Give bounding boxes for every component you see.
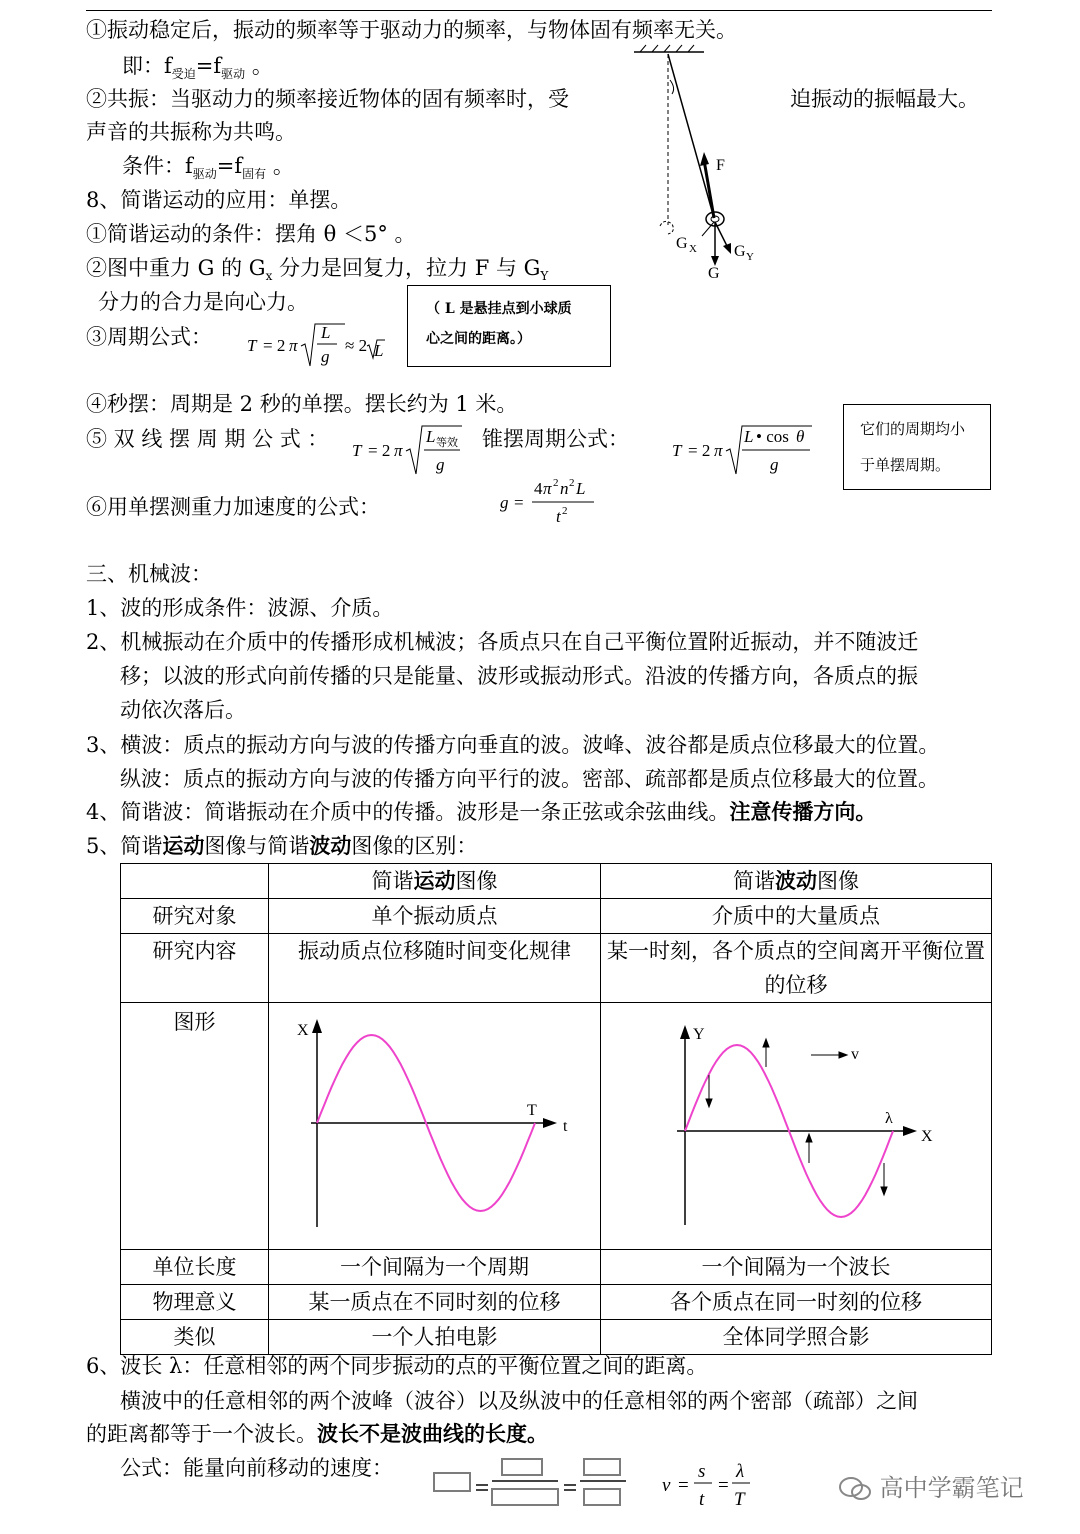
note-line: 它们的周期均小: [860, 420, 966, 438]
table-cell: 类似: [121, 1320, 269, 1355]
top-rule: [86, 10, 992, 11]
emphasis-text: 波动: [309, 833, 352, 858]
svg-text:T: T: [734, 1489, 745, 1510]
table-header-wave: 简谐波动图像: [600, 864, 991, 899]
text-line-11: ④秒摆：周期是 2 秒的单摆。摆长约为 1 米。: [86, 392, 518, 416]
svg-text:s: s: [698, 1461, 706, 1482]
wechat-icon: [838, 1476, 872, 1502]
table-cell: 单个振动质点: [269, 899, 601, 934]
svg-text:π: π: [394, 441, 403, 460]
table-cell-motion-graph: [269, 1003, 601, 1250]
svg-text:t: t: [699, 1489, 705, 1510]
svg-text:• cos: • cos: [756, 427, 789, 446]
table-cell: 全体同学照合影: [600, 1320, 991, 1355]
wave-graph: [601, 1003, 991, 1239]
emphasis-text: 注意传播方向。: [729, 799, 877, 824]
svg-text:v: v: [662, 1475, 671, 1496]
svg-text:≈ 2: ≈ 2: [345, 336, 368, 355]
svg-text:=: =: [718, 1475, 729, 1496]
graph1-y-label: X: [297, 1022, 310, 1039]
formula-bifilar: [350, 420, 465, 480]
table-cell: 研究对象: [121, 899, 269, 934]
gx-label: G: [676, 235, 688, 252]
graph2-wavelength-label: λ: [884, 1110, 893, 1127]
table-cell: [121, 864, 269, 899]
text-fragment: 条件：f: [122, 154, 193, 178]
svg-text:n: n: [560, 479, 569, 498]
wave-line-4: [86, 796, 876, 828]
text-line-9: 分力的合力是向心力。: [98, 290, 308, 314]
section-heading-waves: 三、机械波：: [86, 562, 212, 586]
table-cell: 图形: [121, 1003, 269, 1250]
svg-text:T: T: [352, 441, 362, 460]
subscript: 受迫: [171, 67, 196, 82]
table-cell: 一个间隔为一个周期: [269, 1250, 601, 1285]
svg-text:L: L: [744, 427, 754, 446]
table-cell: 物理意义: [121, 1285, 269, 1320]
table-cell: 一个人拍电影: [269, 1320, 601, 1355]
text-line-12b: 锥摆周期公式：: [482, 427, 629, 451]
wave-line-2c: 动依次落后。: [120, 698, 246, 722]
svg-text:=: =: [678, 1475, 689, 1496]
text-line-3b: 迫振动的振幅最大。: [790, 87, 979, 111]
svg-text:g: g: [500, 493, 509, 512]
subscript: 固有: [242, 167, 267, 182]
table-row-graphs: [121, 1003, 992, 1250]
text-line-1: ①振动稳定后，振动的频率等于驱动力的频率，与物体固有频率无关。: [86, 18, 737, 42]
wave-line-1: 1、波的形成条件：波源、介质。: [86, 596, 394, 620]
motion-graph: [269, 1003, 599, 1239]
text-line-12a: ⑤ 双 线 摆 周 期 公 式 ：: [86, 427, 329, 451]
text-fragment: =f: [195, 54, 222, 78]
table-cell: 介质中的大量质点: [600, 899, 991, 934]
subscript: x: [265, 269, 273, 284]
svg-text:θ: θ: [796, 427, 805, 446]
table-cell: 某一时刻，各个质点的空间离开平衡位置的位移: [600, 934, 991, 1003]
note-line: 心之间的距离。）: [426, 331, 531, 347]
svg-text:2: 2: [553, 477, 559, 489]
wave-line-5: [86, 830, 477, 862]
table-row: [121, 934, 992, 1003]
gy-label: G: [734, 243, 746, 260]
svg-text:L: L: [426, 427, 436, 446]
svg-text:g: g: [321, 347, 330, 366]
formula-gravity: [498, 474, 608, 530]
wave-line-2b: 移；以波的形式向前传播的只是能量、波形或振动形式。沿波的传播方向，各质点的振: [120, 664, 918, 688]
watermark: [838, 1468, 1024, 1503]
text-line-6: 8、简谐运动的应用：单摆。: [86, 188, 352, 212]
svg-text:L: L: [576, 479, 586, 498]
text-line-7: ①简谐运动的条件：摆角 θ ＜5° 。: [86, 222, 416, 246]
table-cell: 某一质点在不同时刻的位移: [269, 1285, 601, 1320]
text-fragment: 。: [245, 54, 273, 78]
svg-text:2: 2: [569, 477, 575, 489]
svg-text:g: g: [770, 455, 779, 474]
watermark-text: 高中学霸笔记: [879, 1474, 1024, 1502]
graph2-y-label: Y: [692, 1026, 705, 1043]
svg-text:= 2: = 2: [263, 336, 286, 355]
svg-text:t: t: [556, 507, 561, 526]
text-line-3a: ②共振：当驱动力的频率接近物体的固有频率时，受: [86, 87, 569, 111]
table-cell: 各个质点在同一时刻的位移: [600, 1285, 991, 1320]
graph2-x-label: X: [920, 1128, 933, 1145]
wave-line-7b: [86, 1418, 548, 1450]
subscript: Y: [540, 269, 549, 284]
table-header-motion: 简谐运动图像: [269, 864, 601, 899]
svg-text:T: T: [672, 441, 682, 460]
formula-velocity: [430, 1455, 760, 1527]
table-row: [121, 1250, 992, 1285]
text-line-10: ③周期公式：: [86, 325, 212, 349]
svg-text:=: =: [514, 493, 524, 512]
gy-sub: Y: [746, 251, 754, 263]
text-fragment: ②图中重力 G 的 G: [86, 256, 266, 280]
table-cell: 单位长度: [121, 1250, 269, 1285]
text-fragment: 4、简谐波：简谐振动在介质中的传播。波形是一条正弦或余弦曲线。: [86, 800, 730, 824]
wave-line-2a: 2、机械振动在介质中的传播形成机械波；各质点只在自己平衡位置附近振动，并不随波迁: [86, 630, 919, 654]
graph1-x-label: t: [563, 1118, 568, 1135]
wave-line-3b: 纵波：质点的振动方向与波的传播方向平行的波。密部、疏部都是质点位移最大的位置。: [120, 767, 939, 791]
graph1-period-label: T: [527, 1102, 538, 1119]
emphasis-text: 波长不是波曲线的长度。: [317, 1421, 548, 1446]
text-fragment: 。: [266, 154, 294, 178]
force-F-label: F: [716, 157, 725, 174]
text-fragment: 图像的区别：: [351, 834, 478, 858]
text-fragment: 5、简谐: [86, 834, 163, 858]
note-box-period: [843, 404, 991, 490]
svg-text:T: T: [247, 336, 257, 355]
pendulum-diagram: [620, 40, 780, 290]
gravity-G-label: G: [708, 265, 720, 282]
table-row: [121, 899, 992, 934]
note-line: （ L 是悬挂点到小球质: [426, 301, 572, 317]
text-line-13: ⑥用单摆测重力加速度的公式：: [86, 495, 380, 519]
svg-text:等效: 等效: [436, 437, 458, 449]
formula-conical: [670, 420, 815, 480]
wave-line-6: 6、波长 λ：任意相邻的两个同步振动的点的平衡位置之间的距离。: [86, 1354, 708, 1378]
text-fragment: 分力是回复力，拉力 F 与 G: [272, 256, 541, 280]
graph2-velocity-label: v: [850, 1046, 859, 1063]
wave-line-8: 公式：能量向前移动的速度：: [120, 1456, 393, 1480]
svg-text:L: L: [321, 323, 331, 342]
wave-line-7a: 横波中的任意相邻的两个波峰（波谷）以及纵波中的任意相邻的两个密部（疏部）之间: [120, 1389, 918, 1413]
table-row: [121, 1285, 992, 1320]
svg-text:2: 2: [562, 505, 568, 517]
subscript: 驱动: [221, 67, 246, 82]
text-fragment: =f: [216, 154, 243, 178]
svg-text:π: π: [714, 441, 723, 460]
gx-sub: X: [689, 243, 697, 255]
svg-text:4: 4: [534, 479, 543, 498]
svg-text:= 2: = 2: [368, 441, 391, 460]
emphasis-text: 运动: [162, 833, 205, 858]
note-line: 于单摆周期。: [860, 456, 951, 474]
table-cell: 振动质点位移随时间变化规律: [269, 934, 601, 1003]
svg-text:L: L: [374, 341, 384, 360]
text-fragment: 的距离都等于一个波长。: [86, 1422, 317, 1446]
table-header-row: [121, 864, 992, 899]
svg-text:λ: λ: [736, 1461, 745, 1482]
table-cell-wave-graph: [600, 1003, 991, 1250]
text-fragment: 图像与简谐: [204, 834, 310, 858]
formula-period: [245, 318, 385, 372]
text-line-4: 声音的共振称为共鸣。: [86, 120, 296, 144]
text-fragment: 即：f: [122, 54, 172, 78]
wave-line-3a: 3、横波：质点的振动方向与波的传播方向垂直的波。波峰、波谷都是质点位移最大的位置。: [86, 733, 940, 757]
svg-text:π: π: [289, 336, 298, 355]
table-cell: 研究内容: [121, 934, 269, 1003]
comparison-table: [120, 863, 992, 1355]
svg-text:π: π: [543, 479, 552, 498]
svg-text:= 2: = 2: [688, 441, 711, 460]
table-cell: 一个间隔为一个波长: [600, 1250, 991, 1285]
note-box-pendulum-length: [407, 285, 611, 367]
subscript: 驱动: [192, 167, 217, 182]
svg-text:g: g: [436, 455, 445, 474]
